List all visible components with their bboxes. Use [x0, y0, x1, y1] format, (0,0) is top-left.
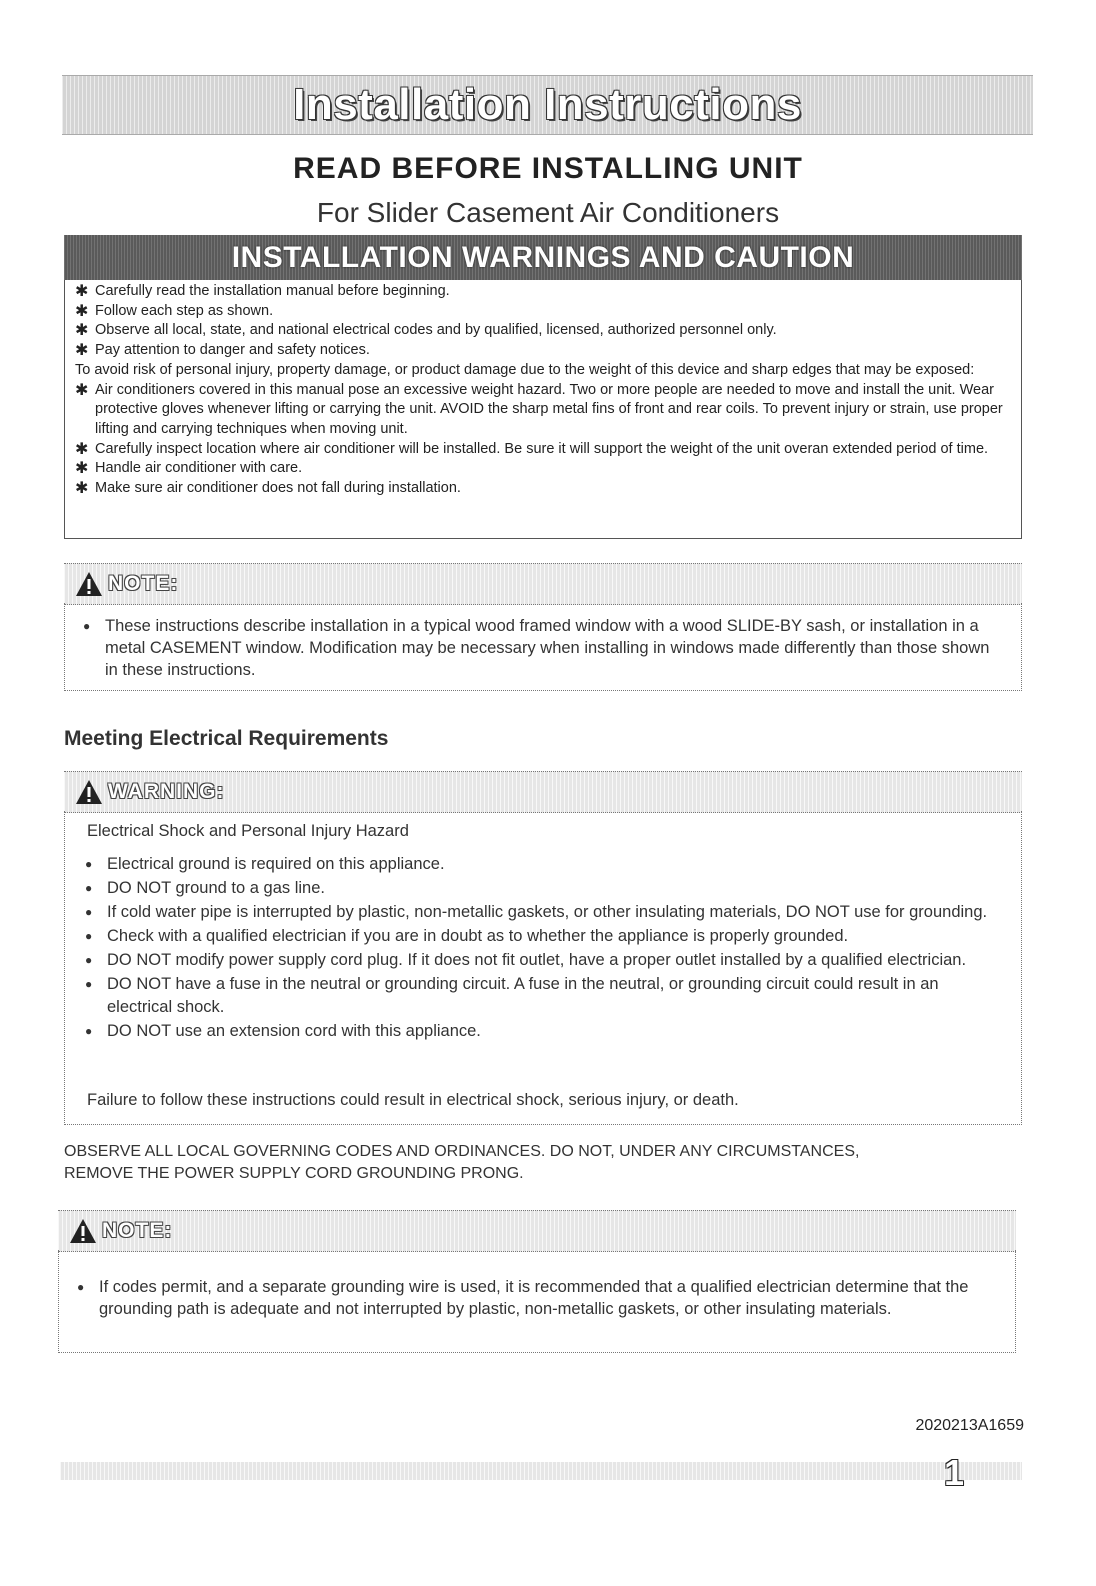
bullet-icon: ● — [85, 857, 93, 871]
document-code: 2020213A1659 — [915, 1417, 1024, 1434]
electrical-item: ● DO NOT use an extension cord with this appliance. — [83, 1020, 1003, 1043]
bullet-icon: ● — [85, 1023, 93, 1038]
electrical-item: ● Electrical ground is required on this appliance. — [83, 853, 1003, 876]
observe-line: OBSERVE ALL LOCAL GOVERNING CODES AND ORDINANCES. DO NOT, UNDER ANY CIRCUMSTANCES, — [64, 1143, 860, 1160]
warning-label: WARNING: — [108, 780, 225, 803]
electrical-item: ● DO NOT modify power supply cord plug. If it does not fit outlet, have a proper outlet installed by a qualified electrician. — [83, 949, 1003, 972]
asterisk-icon: ✱ — [75, 302, 89, 320]
warning-item: ✱ Carefully read the installation manual before beginning. — [75, 283, 450, 300]
title-banner — [62, 75, 1033, 135]
page-number: 1 — [943, 1452, 964, 1493]
note-body — [58, 1250, 1016, 1353]
electrical-item: ● Check with a qualified electrician if you are in doubt as to whether the appliance is properly grounded. — [83, 925, 1003, 948]
electrical-item: ● If cold water pipe is interrupted by plastic, non-metallic gaskets, or other insulating materials, DO NOT use for grounding. — [83, 901, 1003, 924]
electrical-item: ● DO NOT ground to a gas line. — [83, 877, 1003, 900]
warning-triangle-icon — [74, 570, 104, 598]
warning-triangle-icon — [74, 778, 104, 806]
note-item: ● These instructions describe installation in a typical wood framed window with a wood SLIDE-BY sash, or installation in a metal CASEMENT window. Modification may be necessary when installing in windows made differently than those shown in these instructions. — [83, 617, 990, 679]
bullet-icon: ● — [77, 1280, 85, 1294]
note-item: ● If codes permit, and a separate grounding wire is used, it is recommended that a qualified electrician determine that the grounding path is adequate and not interrupted by plastic, non-metallic gaskets, or other insulating materials. — [77, 1278, 969, 1318]
subheading: For Slider Casement Air Conditioners — [316, 197, 780, 228]
asterisk-icon: ✱ — [75, 381, 89, 399]
note-label: NOTE: — [102, 1219, 173, 1242]
warning-triangle-icon — [68, 1217, 98, 1245]
asterisk-icon: ✱ — [75, 440, 89, 458]
asterisk-icon: ✱ — [75, 283, 89, 300]
asterisk-icon: ✱ — [75, 322, 89, 340]
note-label: NOTE: — [108, 572, 179, 595]
bullet-icon: ● — [85, 905, 93, 919]
warnings-banner — [64, 235, 1022, 280]
bullet-icon: ● — [85, 929, 93, 943]
section-heading: Meeting Electrical Requirements — [64, 727, 389, 750]
warning-item: ✱ Handle air conditioner with care. — [75, 460, 303, 478]
note-header — [58, 1210, 1016, 1252]
warning-item: ✱ Pay attention to danger and safety notices. — [75, 342, 370, 360]
risk-intro: To avoid risk of personal injury, property damage, or product damage due to the weight of this device and sharp edges that may be exposed: — [75, 361, 975, 378]
warnings-box — [64, 280, 1022, 539]
warning-item: ✱ Follow each step as shown. — [75, 302, 274, 320]
asterisk-icon: ✱ — [75, 480, 89, 498]
bullet-icon: ● — [85, 881, 93, 895]
warning-item: ✱ Air conditioners covered in this manual pose an excessive weight hazard. Two or more people are needed to move and install the unit. Wear protective gloves whenever lifting or carrying the unit. AVOID the sharp metal fins of front and rear coils. To prevent injury or strain, use proper lifting and carrying techniques when moving unit. — [75, 381, 1003, 437]
bullet-icon: ● — [83, 619, 91, 633]
hazard-consequence: Failure to follow these instructions could result in electrical shock, serious injury, or death. — [87, 1091, 739, 1109]
warning-item: ✱ Carefully inspect location where air conditioner will be installed. Be sure it will support the weight of the unit overan extended period of time. — [75, 440, 989, 458]
bullet-icon: ● — [85, 953, 93, 967]
footer-bar — [60, 1452, 1022, 1493]
observe-line: REMOVE THE POWER SUPPLY CORD GROUNDING PRONG. — [64, 1165, 524, 1182]
warning-header — [64, 771, 1022, 813]
electrical-item: ● DO NOT have a fuse in the neutral or grounding circuit. A fuse in the neutral, or grounding circuit could result in an electrical shock. — [85, 975, 939, 1016]
warning-body — [64, 811, 1022, 1125]
subtitle: READ BEFORE INSTALLING UNIT — [293, 152, 803, 185]
asterisk-icon: ✱ — [75, 460, 89, 478]
observe-notice — [64, 1141, 1024, 1185]
note-body — [64, 603, 1022, 691]
page-title: Installation Instructions — [293, 80, 802, 129]
warnings-title: INSTALLATION WARNINGS AND CAUTION — [231, 241, 855, 274]
warning-item: ✱ Observe all local, state, and national electrical codes and by qualified, licensed, authorized personnel only. — [75, 322, 777, 340]
bullet-icon: ● — [85, 977, 93, 991]
warning-item: ✱ Make sure air conditioner does not fall during installation. — [75, 480, 461, 498]
asterisk-icon: ✱ — [75, 342, 89, 360]
note-header — [64, 563, 1022, 605]
hazard-title: Electrical Shock and Personal Injury Hazard — [87, 822, 409, 840]
